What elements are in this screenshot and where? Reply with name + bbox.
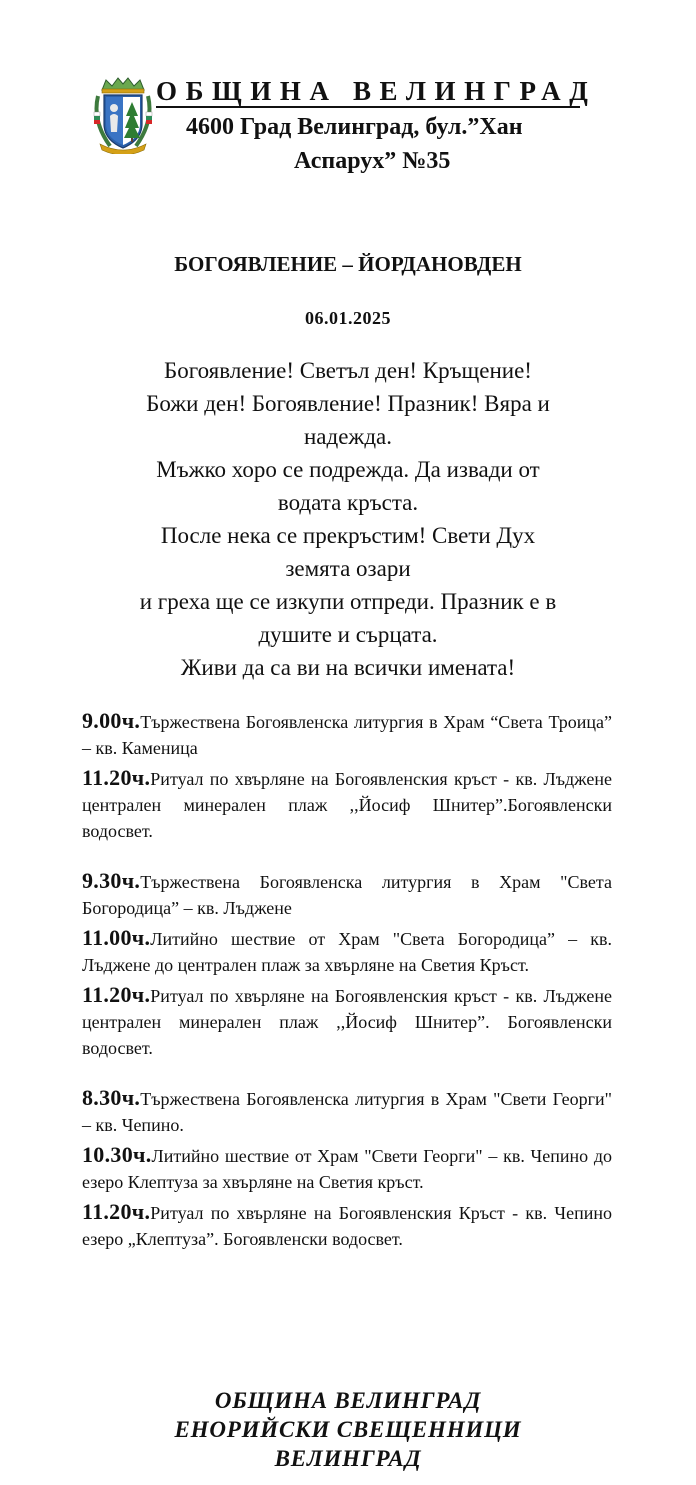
group-spacer xyxy=(82,844,612,868)
poem-line: надежда. xyxy=(304,424,392,449)
poem-line: Богоявление! Светъл ден! Кръщение! xyxy=(164,358,532,383)
footer-line: ОБЩИНА ВЕЛИНГРАД xyxy=(214,1388,482,1413)
event-text: Литийно шествие от Храм "Света Богородица” – кв. Лъджене до централен плаж за хвърляне на Светия Кръст. xyxy=(82,929,612,975)
poem-line: водата кръста. xyxy=(277,490,419,515)
event-text: Ритуал по хвърляне на Богоявленския кръст - кв. Лъджене централен минерален плаж ,,Йосиф Шнитер”.Богоявленски водосвет. xyxy=(82,769,612,841)
event-text: Тържествена Богоявленска литургия в Храм "Света Богородица” – кв. Лъджене xyxy=(82,872,612,918)
event-date: 06.01.2025 xyxy=(305,308,391,328)
event-time: 11.00ч. xyxy=(82,925,151,950)
poem-line: После нека се прекръстим! Свети Дух xyxy=(160,523,536,548)
event-text: Ритуал по хвърляне на Богоявленския кръст - кв. Лъджене централен минерален плаж ,,Йосиф Шнитер”. Богоявленски водосвет. xyxy=(82,986,612,1058)
event-text: Ритуал по хвърляне на Богоявленския Кръст - кв. Чепино езеро „Клептуза”. Богоявленски водосвет. xyxy=(82,1203,612,1249)
poem-line: и греха ще се изкупи отпреди. Празник е в xyxy=(139,589,557,614)
event-time: 11.20ч. xyxy=(82,982,151,1007)
poem-line: Живи да са ви на всички имената! xyxy=(180,655,516,680)
schedule-event xyxy=(82,868,612,921)
schedule-group-kamenitsa xyxy=(82,708,612,844)
group-spacer xyxy=(82,1061,612,1085)
org-name: ОБЩИНА ВЕЛИНГРАД xyxy=(156,76,597,106)
schedule-event xyxy=(82,925,612,978)
schedule-event xyxy=(82,708,612,761)
event-text: Тържествена Богоявленска литургия в Храм “Света Троица” – кв. Каменица xyxy=(82,712,612,758)
schedule-group-ladzhene xyxy=(82,868,612,1061)
schedule-event xyxy=(82,765,612,844)
poem-line: земята озари xyxy=(285,556,411,581)
poem xyxy=(60,354,636,684)
footer-line: ЕНОРИЙСКИ СВЕЩЕННИЦИ xyxy=(174,1417,522,1442)
document-title: БОГОЯВЛЕНИЕ – ЙОРДАНОВДЕН xyxy=(174,252,522,276)
event-time: 11.20ч. xyxy=(82,1199,151,1224)
event-time: 9.00ч. xyxy=(82,708,141,733)
schedule-event xyxy=(82,1142,612,1195)
org-name-underline xyxy=(156,106,580,108)
event-time: 10.30ч. xyxy=(82,1142,152,1167)
event-text: Литийно шествие от Храм "Свети Георги" – кв. Чепино до езеро Клептуза за хвърляне на Светия кръст. xyxy=(82,1146,612,1192)
schedule-event xyxy=(82,1199,612,1252)
event-time: 8.30ч. xyxy=(82,1085,141,1110)
footer-line: ВЕЛИНГРАД xyxy=(274,1446,422,1471)
schedule-event xyxy=(82,982,612,1061)
event-time: 11.20ч. xyxy=(82,765,151,790)
signature-block xyxy=(0,1386,696,1473)
poem-line: душите и сърцата. xyxy=(258,622,438,647)
event-text: Тържествена Богоявленска литургия в Храм "Свети Георги" – кв. Чепино. xyxy=(82,1089,612,1135)
schedule-group-chepino xyxy=(82,1085,612,1252)
event-time: 9.30ч. xyxy=(82,868,141,893)
letterhead xyxy=(0,0,696,200)
schedule-event xyxy=(82,1085,612,1138)
schedule xyxy=(82,708,612,1252)
address-line-1: 4600 Град Велинград, бул.”Хан xyxy=(186,114,523,140)
poem-line: Мъжко хоро се подрежда. Да извади от xyxy=(156,457,540,482)
address-line-2: Аспарух” №35 xyxy=(294,148,451,174)
municipality-coat-of-arms-icon xyxy=(92,76,154,154)
poem-line: Божи ден! Богоявление! Празник! Вяра и xyxy=(146,391,550,416)
